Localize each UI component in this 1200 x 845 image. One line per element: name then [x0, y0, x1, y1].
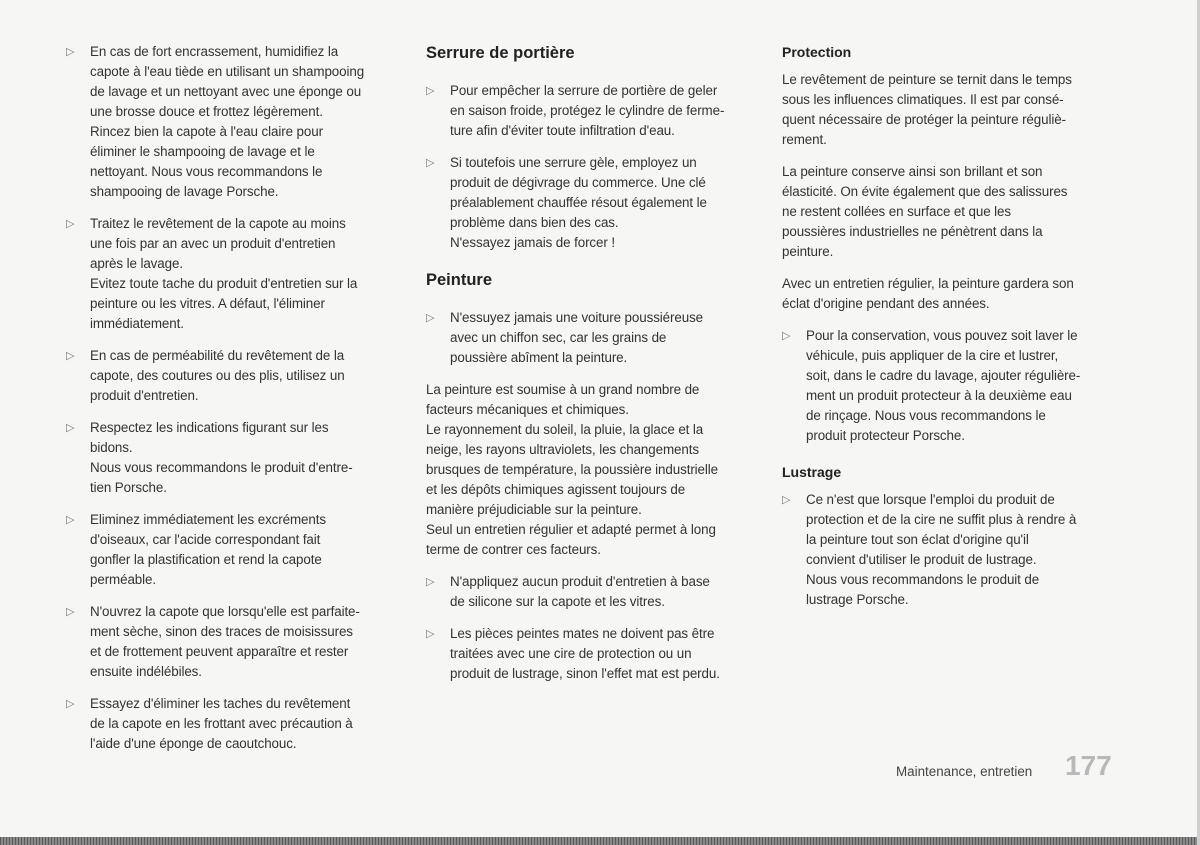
- triangle-bullet-icon: ▷: [426, 85, 435, 97]
- list-item-text: Respectez les indications figurant sur les bidons. Nous vous recommandons le produit d'entre- tien Porsche.: [90, 420, 353, 495]
- paragraph: La peinture est soumise à un grand nombre de facteurs mécaniques et chimiques. Le rayonnement du soleil, la pluie, la glace et la neige, les rayons ultraviolets, les changements brusques de température, la poussière industrielle et les dépôts chimiques agissent toujours de manière préjudiciable sur la peinture. Seul un entretien régulier et adapté permet à long terme de contrer ces facteurs.: [426, 382, 718, 557]
- footer-section-label: Maintenance, entretien: [896, 764, 1033, 779]
- list-item: [426, 153, 766, 253]
- list-item-text: Traitez le revêtement de la capote au moins une fois par an avec un produit d'entretien après le lavage. Evitez toute tache du produit d'entretien sur la peinture ou les vitres. A défaut, l'éliminer immédiatement.: [90, 216, 358, 331]
- section-heading-lustrage: Lustrage: [782, 464, 842, 480]
- paragraph: La peinture conserve ainsi son brillant et son élasticité. On évite également que des salissures ne restent collées en surface et que les poussières industrielles ne pénètrent dans la peinture.: [782, 164, 1068, 259]
- list-item: [66, 602, 406, 682]
- list-item: [66, 418, 406, 498]
- column-left: [66, 42, 406, 766]
- triangle-bullet-icon: ▷: [66, 350, 75, 362]
- triangle-bullet-icon: ▷: [782, 330, 791, 342]
- triangle-bullet-icon: ▷: [426, 312, 435, 324]
- list-item: [426, 572, 766, 612]
- list-item: [426, 81, 766, 141]
- triangle-bullet-icon: ▷: [66, 422, 75, 434]
- list-item: [66, 694, 406, 754]
- list-item-text: N'appliquez aucun produit d'entretien à base de silicone sur la capote et les vitres.: [450, 574, 710, 609]
- list-item: [66, 510, 406, 590]
- triangle-bullet-icon: ▷: [66, 698, 75, 710]
- scan-edge-strip: [0, 837, 1200, 845]
- column-right: [782, 44, 1122, 622]
- page-number: 177: [1065, 750, 1112, 781]
- triangle-bullet-icon: ▷: [426, 628, 435, 640]
- list-item-text: Les pièces peintes mates ne doivent pas être traitées avec une cire de protection ou un produit de lustrage, sinon l'effet mat est perdu.: [450, 626, 720, 681]
- list-item-text: N'essuyez jamais une voiture poussiéreuse avec un chiffon sec, car les grains de poussière abîment la peinture.: [450, 310, 704, 365]
- triangle-bullet-icon: ▷: [782, 494, 791, 506]
- triangle-bullet-icon: ▷: [426, 157, 435, 169]
- list-item-text: Eliminez immédiatement les excréments d'oiseaux, car l'acide correspondant fait gonfler la plastification et rend la capote perméable.: [90, 512, 326, 587]
- list-item-text: En cas de perméabilité du revêtement de la capote, des coutures ou des plis, utilisez un produit d'entretien.: [90, 348, 345, 403]
- list-item-text: En cas de fort encrassement, humidifiez la capote à l'eau tiède en utilisant un shampooing de lavage et un nettoyant avec une éponge ou une brosse douce et frottez légèrement. Rincez bien la capote à l'eau claire pour éliminer le shampooing de lavage et le nettoyant. Nous vous recommandons le shampooing de lavage Porsche.: [90, 44, 365, 199]
- column-middle: [426, 44, 766, 696]
- section-heading-peinture: Peinture: [426, 271, 493, 289]
- triangle-bullet-icon: ▷: [66, 46, 75, 58]
- list-item-text: N'ouvrez la capote que lorsqu'elle est parfaite- ment sèche, sinon des traces de moisissures et de frottement peuvent apparaître et rester ensuite indélébiles.: [90, 604, 360, 679]
- paragraph: Le revêtement de peinture se ternit dans le temps sous les influences climatiques. Il est par consé- quent nécessaire de protéger la peinture réguliè- rement.: [782, 72, 1072, 147]
- list-item-text: Pour la conservation, vous pouvez soit laver le véhicule, puis appliquer de la cire et lustrer, soit, dans le cadre du lavage, ajouter régulière- ment un produit protecteur à la deuxième eau de rinçage. Nous vous recommandons le produit protecteur Porsche.: [806, 328, 1081, 443]
- list-item: [426, 308, 766, 368]
- triangle-bullet-icon: ▷: [426, 576, 435, 588]
- paragraph: Avec un entretien régulier, la peinture gardera son éclat d'origine pendant des années.: [782, 276, 1074, 311]
- list-item-text: Essayez d'éliminer les taches du revêtement de la capote en les frottant avec précaution à l'aide d'une éponge de caoutchouc.: [90, 696, 353, 751]
- list-item-text: Ce n'est que lorsque l'emploi du produit de protection et de la cire ne suffit plus à rendre à la peinture tout son éclat d'origine qu'il convient d'utiliser le produit de lustrage. Nous vous recommandons le produit de lustrage Porsche.: [806, 492, 1077, 607]
- triangle-bullet-icon: ▷: [66, 606, 75, 618]
- section-heading-serrure: Serrure de portière: [426, 44, 575, 62]
- list-item: [426, 624, 766, 684]
- list-item-text: Pour empêcher la serrure de portière de geler en saison froide, protégez le cylindre de ferme- ture afin d'éviter toute infiltration d'eau.: [450, 83, 725, 138]
- list-item: [66, 214, 406, 334]
- list-item: [66, 42, 406, 202]
- list-item: [782, 490, 1122, 610]
- triangle-bullet-icon: ▷: [66, 218, 75, 230]
- section-heading-protection: Protection: [782, 44, 852, 60]
- list-item: [66, 346, 406, 406]
- list-item-text: Si toutefois une serrure gèle, employez un produit de dégivrage du commerce. Une clé préalablement chauffée résout également le problème dans bien des cas. N'essayez jamais de forcer !: [450, 155, 707, 250]
- list-item: [782, 326, 1122, 446]
- triangle-bullet-icon: ▷: [66, 514, 75, 526]
